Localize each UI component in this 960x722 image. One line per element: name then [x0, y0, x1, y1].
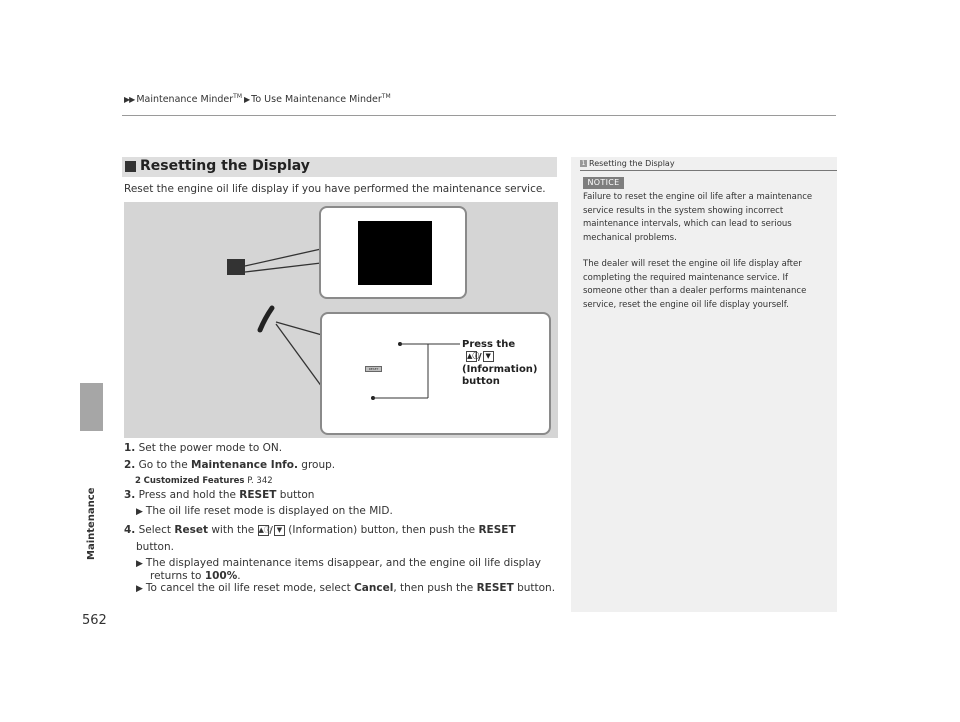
section-square-icon: [125, 161, 136, 172]
result-arrow-icon: ▶: [136, 507, 143, 517]
chapter-tab-marker: [80, 383, 103, 431]
step-4: 4. Select Reset with the ▲ⓘ/ ▼ (Information) button, then push the RESET: [124, 524, 516, 536]
breadcrumb: [124, 93, 391, 105]
notice-paragraph-1: Failure to reset the engine oil life after a maintenance service results in the system showing incorrect maintenance intervals, which can lead to serious mechanical problems.: [583, 192, 813, 243]
section-heading-bar: [122, 157, 557, 177]
steering-wheel-edge: [260, 308, 272, 330]
trademark: TM: [381, 93, 391, 100]
step-3-result: ▶ The oil life reset mode is displayed on the MID.: [136, 505, 393, 517]
mid-display-screen: [358, 221, 432, 285]
result-arrow-icon: ▶: [136, 584, 143, 594]
notice-paragraph-2: The dealer will reset the engine oil life display after completing the required maintenance service. If someone other than a dealer performs maintenance service, reset the engine oil life display yourself.: [583, 259, 807, 310]
down-key-icon: ▼: [274, 525, 285, 536]
result-arrow-icon: ▶: [136, 559, 143, 569]
chapter-label: Maintenance: [86, 487, 97, 560]
breadcrumb-maintenance-minder[interactable]: Maintenance Minder: [136, 94, 234, 106]
instrument-panel-marker: [227, 259, 245, 275]
step-3: 3. Press and hold the RESET button: [124, 489, 315, 501]
intro-text: Reset the engine oil life display if you have performed the maintenance service.: [124, 183, 546, 195]
cross-reference[interactable]: 2 Customized Features P. 342: [135, 476, 273, 486]
page-number: 562: [82, 613, 107, 628]
double-arrow-icon: ▶▶: [124, 95, 135, 105]
callout-line: [245, 249, 321, 266]
breadcrumb-to-use[interactable]: To Use Maintenance Minder: [251, 94, 382, 106]
arrow-icon: ▶: [244, 95, 251, 105]
step-4-continued: button.: [136, 541, 174, 553]
note-number-icon: 1: [581, 160, 586, 167]
callout-line: [245, 263, 321, 272]
reset-button[interactable]: RESET: [365, 366, 382, 372]
header-divider: [122, 115, 836, 116]
info-button-icons: ▲ⓘ/ ▼: [466, 351, 538, 364]
sidebar-heading: 1 Resetting the Display: [581, 159, 675, 168]
press-button-label: Press the ▲ⓘ/ ▼ (Information) button: [462, 339, 538, 387]
step-1: 1. Set the power mode to ON.: [124, 442, 283, 454]
down-key-icon: ▼: [483, 351, 494, 362]
up-info-key-icon: ▲ⓘ: [258, 525, 271, 534]
notice-badge: NOTICE: [583, 177, 624, 189]
step-4-result-1-cont: returns to 100%.: [150, 570, 241, 582]
section-title: Resetting the Display: [140, 158, 310, 174]
trademark: TM: [233, 93, 242, 100]
step-4-result-1: ▶ The displayed maintenance items disappear, and the engine oil life display: [136, 557, 541, 569]
step-2: 2. Go to the Maintenance Info. group.: [124, 459, 336, 471]
sidebar-divider: [580, 170, 837, 171]
up-info-key-icon: ▲ⓘ: [467, 352, 480, 360]
step-4-result-2: ▶ To cancel the oil life reset mode, select Cancel, then push the RESET button.: [136, 582, 556, 594]
reference-arrow-icon: 2: [135, 476, 141, 486]
